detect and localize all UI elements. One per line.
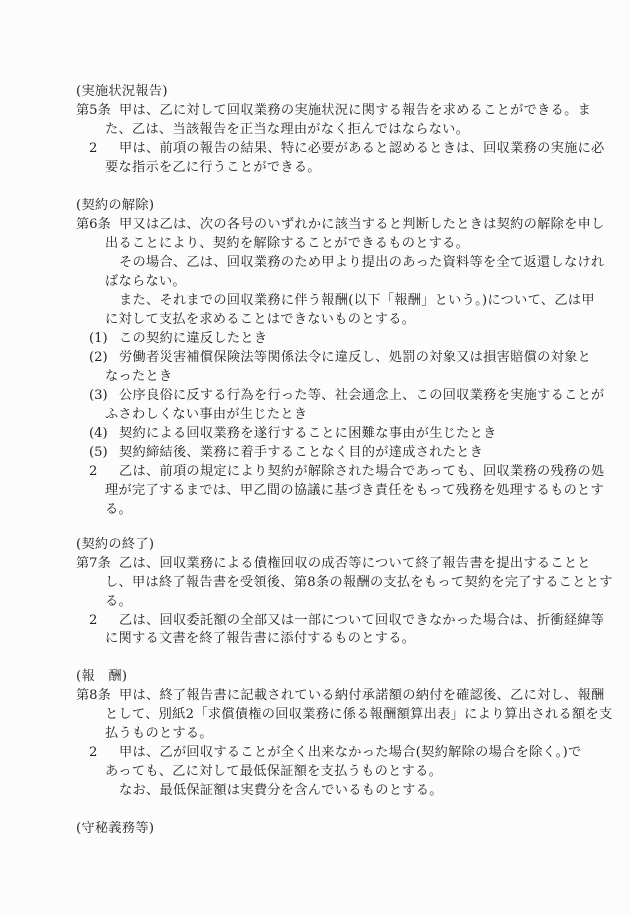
section-heading: (報 酬) — [76, 669, 128, 684]
article-label: 第6条 — [76, 217, 111, 232]
paragraph-line: 理が完了するまでは、甲乙間の協議に基づき責任をもって残務を処理するものとす — [105, 483, 605, 498]
paragraph-line: に関する文書を終了報告書に添付するものとする。 — [105, 631, 416, 646]
paragraph-line: として、別紙2「求償債権の回収業務に係る報酬額算出表」により算出される額を支 — [105, 707, 613, 722]
paragraph-line: なお、最低保証額は実費分を含んでいるものとする。 — [119, 783, 443, 798]
paragraph-line: 甲は、終了報告書に記載されている納付承諾額の納付を確認後、乙に対し、報酬 — [119, 688, 605, 703]
paragraph-line: その場合、乙は、回収業務のため甲より提出のあった資料等を全て返還しなけれ — [119, 255, 605, 270]
paragraph-line: 出ることにより、契約を解除することができるものとする。 — [105, 236, 470, 251]
section-heading: (実施状況報告) — [76, 84, 168, 99]
paragraph-line: 払うものとする。 — [105, 726, 213, 741]
paragraph-line: また、それまでの回収業務に伴う報酬(以下「報酬」という。)について、乙は甲 — [119, 293, 595, 308]
article-label: 第5条 — [76, 103, 111, 118]
list-item-continuation: なったとき — [105, 369, 173, 384]
list-item: 契約締結後、業務に着手することなく目的が達成されたとき — [119, 445, 484, 460]
paragraph-line: る。 — [105, 502, 132, 517]
paragraph-line: 甲又は乙は、次の各号のいずれかに該当すると判断したときは契約の解除を申し — [119, 217, 605, 232]
list-item: 公序良俗に反する行為を行った等、社会通念上、この回収業務を実施することが — [119, 388, 605, 403]
list-item-continuation: ふさわしくない事由が生じたとき — [105, 407, 308, 422]
paragraph-line: 甲は、乙が回収することが全く出来なかった場合(契約解除の場合を除く。)で — [119, 745, 582, 760]
paragraph-line: 乙は、回収業務による債権回収の成否等について終了報告書を提出することと — [119, 556, 591, 571]
paragraph-line: に対して支払を求めることはできないものとする。 — [105, 312, 416, 327]
paragraph-line: あっても、乙に対して最低保証額を支払うものとする。 — [105, 764, 443, 779]
list-item: 契約による回収業務を遂行することに困難な事由が生じたとき — [119, 426, 497, 441]
list-item: 労働者災害補償保険法等関係法令に違反し、処罰の対象又は損害賠償の対象と — [119, 350, 592, 365]
list-item-number: (4) — [89, 426, 108, 441]
paragraph-line: た、乙は、当該報告を正当な理由がなく拒んではならない。 — [105, 122, 470, 137]
article-label: 第8条 — [76, 688, 111, 703]
paragraph-number: 2 — [89, 464, 98, 479]
paragraph-line: し、甲は終了報告書を受領後、第8条の報酬の支払をもって契約を完了することとす — [105, 575, 613, 590]
paragraph-line: 乙は、前項の規定により契約が解除された場合であっても、回収業務の残務の処 — [119, 464, 605, 479]
list-item-number: (1) — [89, 331, 108, 346]
paragraph-line: 甲は、乙に対して回収業務の実施状況に関する報告を求めることができる。ま — [119, 103, 592, 118]
paragraph-number: 2 — [89, 141, 98, 156]
list-item: この契約に違反したとき — [119, 331, 268, 346]
paragraph-number: 2 — [89, 745, 98, 760]
list-item-number: (5) — [89, 445, 108, 460]
paragraph-line: 要な指示を乙に行うことができる。 — [105, 160, 321, 175]
section-heading: (契約の解除) — [76, 198, 155, 213]
paragraph-line: ばならない。 — [105, 274, 186, 289]
section-heading: (契約の終了) — [76, 537, 155, 552]
section-heading: (守秘義務等) — [76, 821, 155, 836]
paragraph-line: 甲は、前項の報告の結果、特に必要があると認めるときは、回収業務の実施に必 — [119, 141, 605, 156]
article-label: 第7条 — [76, 556, 111, 571]
paragraph-line: 乙は、回収委託額の全部又は一部について回収できなかった場合は、折衝経緯等 — [119, 613, 605, 628]
paragraph-number: 2 — [89, 613, 98, 628]
paragraph-line: る。 — [105, 594, 132, 609]
list-item-number: (3) — [89, 388, 108, 403]
list-item-number: (2) — [89, 350, 108, 365]
